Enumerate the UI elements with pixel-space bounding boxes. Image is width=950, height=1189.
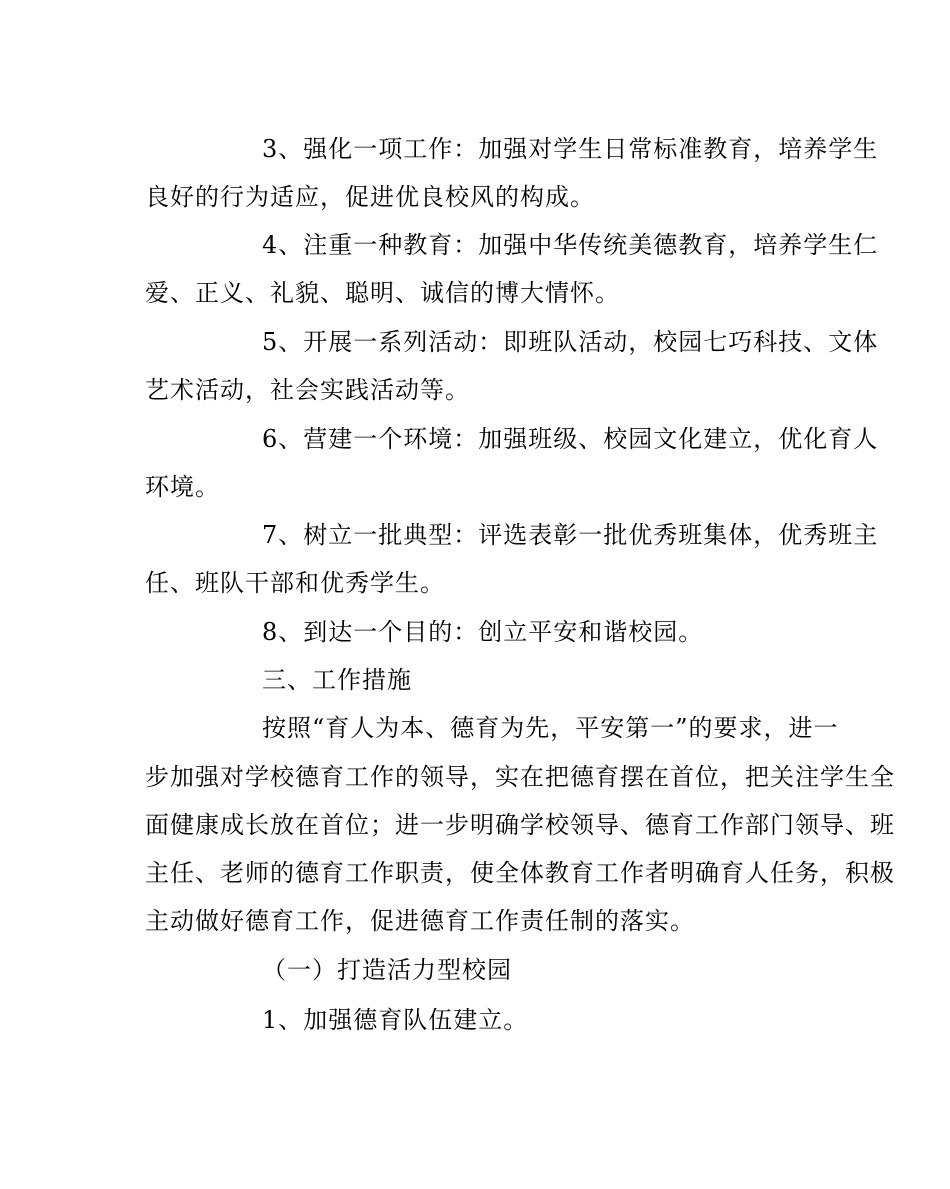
paragraph-line-item6: 6、营建一个环境：加强班级、校园文化建立，优化育人 <box>262 425 879 453</box>
paragraph-line-measures-cont1: 步加强对学校德育工作的领导，实在把德育摆在首位，把关注学生全 <box>145 763 895 791</box>
paragraph-line-measures-cont4: 主动做好德育工作，促进德育工作责任制的落实。 <box>145 907 695 935</box>
paragraph-line-item8: 8、到达一个目的：创立平安和谐校园。 <box>262 618 704 646</box>
paragraph-line-item7-cont: 任、班队干部和优秀学生。 <box>145 569 445 597</box>
paragraph-line-item4-cont: 爱、正义、礼貌、聪明、诚信的博大情怀。 <box>145 279 620 307</box>
subsection-heading: （一）打造活力型校园 <box>262 956 512 984</box>
paragraph-line-item5-cont: 艺术活动，社会实践活动等。 <box>145 376 470 404</box>
paragraph-line-item3-cont: 良好的行为适应，促进优良校风的构成。 <box>145 183 595 211</box>
paragraph-line-measures: 按照“育人为本、德育为先，平安第一”的要求，进一 <box>262 714 839 742</box>
section-heading: 三、工作措施 <box>262 666 412 694</box>
paragraph-line-item4: 4、注重一种教育：加强中华传统美德教育，培养学生仁 <box>262 231 879 259</box>
paragraph-line-item5: 5、开展一系列活动：即班队活动，校园七巧科技、文体 <box>262 328 879 356</box>
paragraph-line-measures-cont2: 面健康成长放在首位；进一步明确学校领导、德育工作部门领导、班 <box>145 811 895 839</box>
paragraph-line-measures-cont3: 主任、老师的德育工作职责，使全体教育工作者明确育人任务，积极 <box>145 859 895 887</box>
paragraph-line-subitem1: 1、加强德育队伍建立。 <box>262 1006 529 1034</box>
paragraph-line-item6-cont: 环境。 <box>145 473 220 501</box>
paragraph-line-item3: 3、强化一项工作：加强对学生日常标准教育，培养学生 <box>262 135 879 163</box>
paragraph-line-item7: 7、树立一批典型：评选表彰一批优秀班集体，优秀班主 <box>262 521 879 549</box>
